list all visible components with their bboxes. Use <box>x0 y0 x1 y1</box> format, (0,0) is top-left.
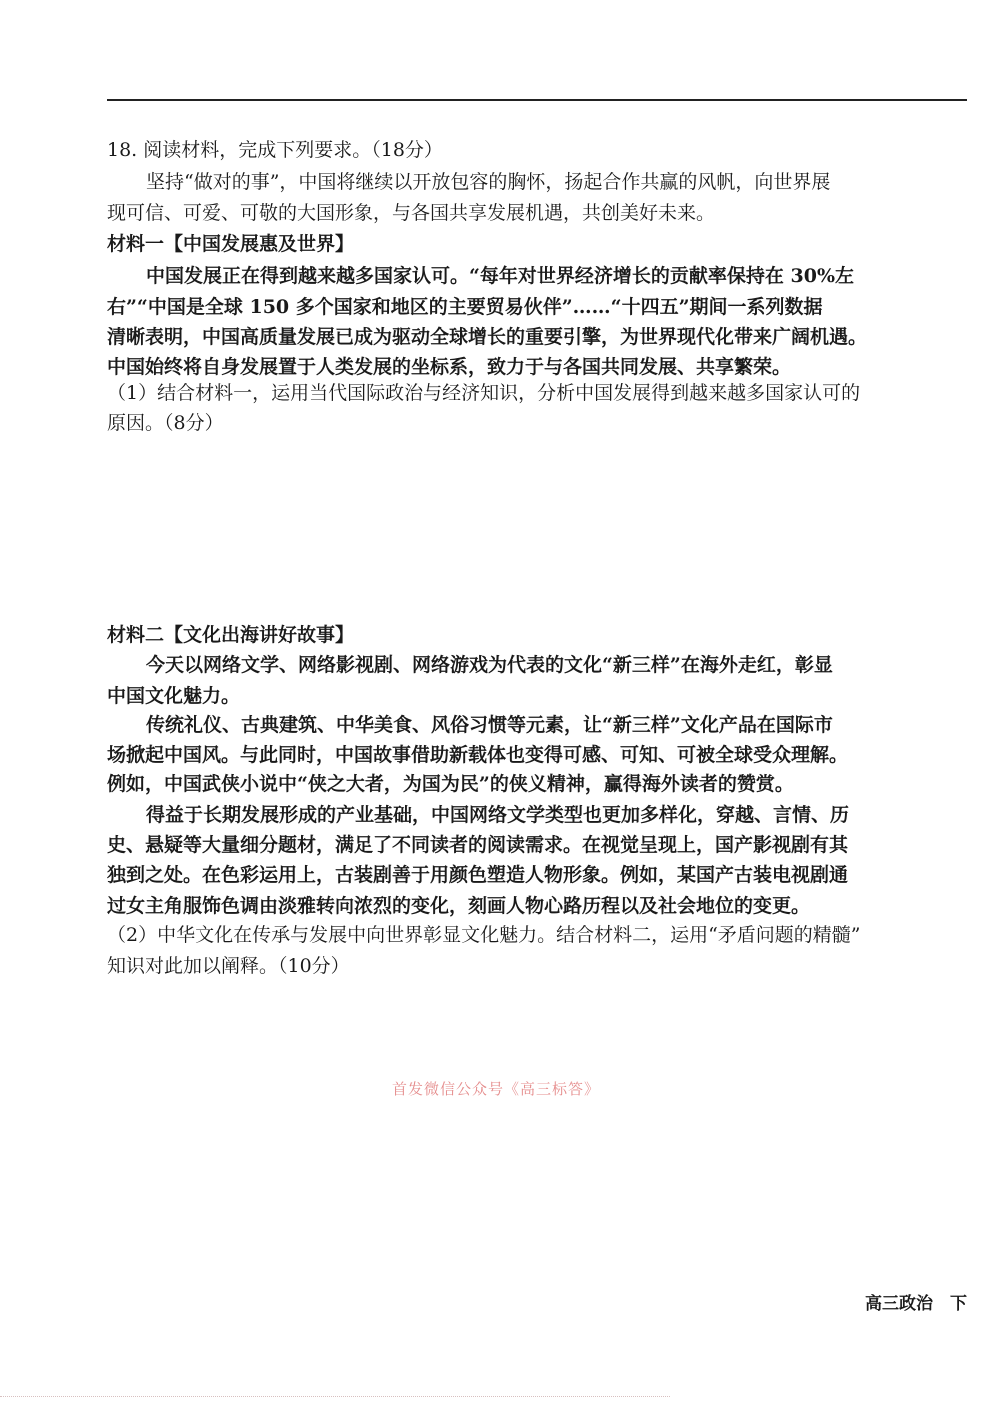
sub-question-2-line-2: 知识对此加以阐释。（10分） <box>107 955 350 977</box>
question-intro-line-1: 坚持“做对的事”，中国将继续以开放包容的胸怀，扬起合作共赢的风帆，向世界展 <box>146 171 831 193</box>
bottom-scan-edge <box>0 1396 670 1397</box>
sub-question-1-line-2: 原因。（8分） <box>107 412 224 434</box>
material1-line-4: 中国始终将自身发展置于人类发展的坐标系，致力于与各国共同发展、共享繁荣。 <box>107 356 792 378</box>
material2-title: 材料二【文化出海讲好故事】 <box>107 624 355 646</box>
material2-line-5: 例如，中国武侠小说中“侠之大者，为国为民”的侠义精神，赢得海外读者的赞赏。 <box>107 773 794 795</box>
material2-line-6: 得益于长期发展形成的产业基础，中国网络文学类型也更加多样化，穿越、言情、历 <box>146 804 850 826</box>
material2-line-4: 场掀起中国风。与此同时，中国故事借助新载体也变得可感、可知、可被全球受众理解。 <box>107 744 849 766</box>
watermark: 首发微信公众号《高三标答》 <box>391 1080 600 1098</box>
material1-line-3: 清晰表明，中国高质量发展已成为驱动全球增长的重要引擎，为世界现代化带来广阔机遇。 <box>107 326 868 348</box>
material1-line-1: 中国发展正在得到越来越多国家认可。“每年对世界经济增长的贡献率保持在 30%左 <box>146 265 855 287</box>
top-rule <box>107 99 967 101</box>
material2-line-3: 传统礼仪、古典建筑、中华美食、风俗习惯等元素，让“新三样”文化产品在国际市 <box>146 714 833 736</box>
question-intro-line-2: 现可信、可爱、可敬的大国形象，与各国共享发展机遇，共创美好未来。 <box>107 202 716 224</box>
material2-line-9: 过女主角服饰色调由淡雅转向浓烈的变化，刻画人物心路历程以及社会地位的变更。 <box>107 895 811 917</box>
page-footer: 高三政治 下 <box>865 1294 967 1314</box>
material1-title: 材料一【中国发展惠及世界】 <box>107 233 355 255</box>
sub-question-2-line-1: （2）中华文化在传承与发展中向世界彰显文化魅力。结合材料二，运用“矛盾问题的精髓” <box>107 924 861 946</box>
material1-line-2: 右”“中国是全球 150 多个国家和地区的主要贸易伙伴”……“十四五”期间一系列数据 <box>107 296 823 318</box>
material2-line-8: 独到之处。在色彩运用上，古装剧善于用颜色塑造人物形象。例如，某国产古装电视剧通 <box>107 864 849 886</box>
question-header: 18. 阅读材料，完成下列要求。（18分） <box>107 139 443 161</box>
material2-line-2: 中国文化魅力。 <box>107 685 241 707</box>
material2-line-1: 今天以网络文学、网络影视剧、网络游戏为代表的文化“新三样”在海外走红，彰显 <box>146 654 833 676</box>
sub-question-1-line-1: （1）结合材料一，运用当代国际政治与经济知识，分析中国发展得到越来越多国家认可的 <box>107 382 861 404</box>
material2-line-7: 史、悬疑等大量细分题材，满足了不同读者的阅读需求。在视觉呈现上，国产影视剧有其 <box>107 834 849 856</box>
